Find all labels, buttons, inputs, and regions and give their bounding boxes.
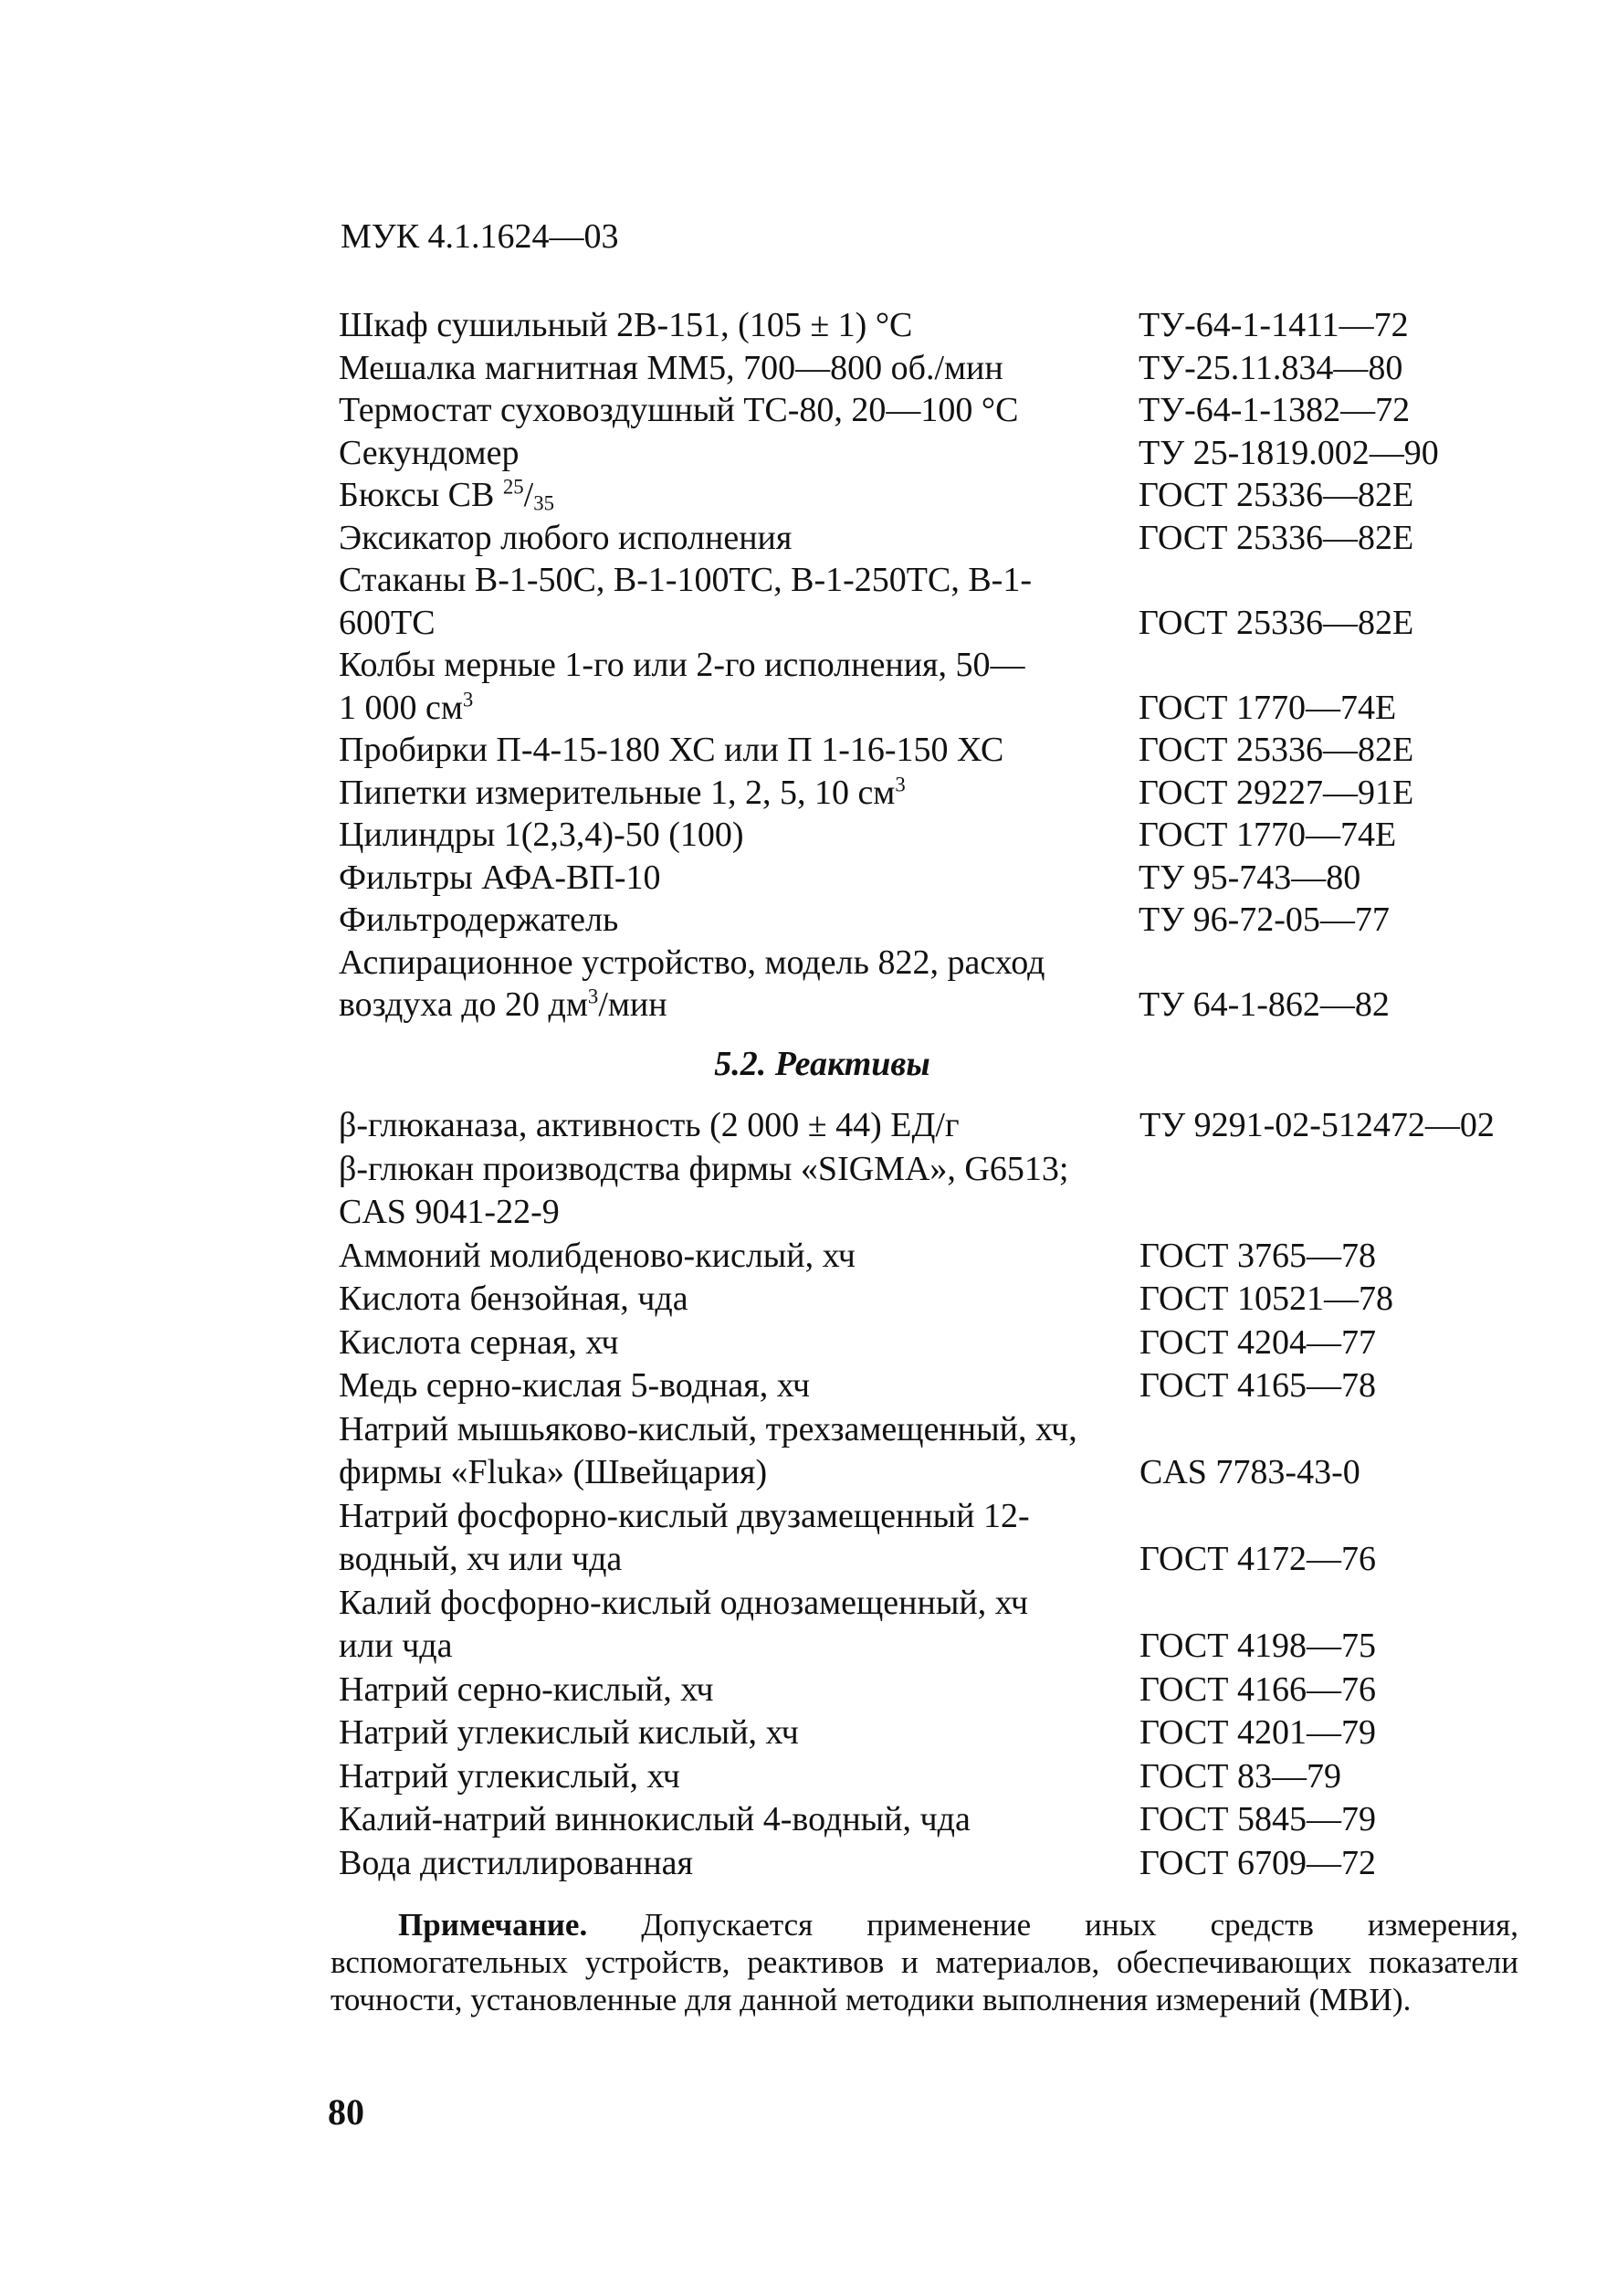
item-name: β-глюкан производства фирмы «SIGMA», G6513; CAS 9041-22-9 [339,1149,1069,1231]
item-standard: ТУ-25.11.834—80 [1139,348,1403,387]
item-name: Бюксы СВ $^{25}/_{35}$ [339,475,554,515]
item-name: Медь серно-кислая 5-водная, хч [339,1366,810,1405]
item-name: Стаканы В-1-50С, В-1-100ТС, В-1-250ТС, В-1- 600ТС [339,561,1032,642]
item-standard: ТУ 95-743—80 [1139,858,1361,897]
item-name: Термостат суховоздушный ТС-80, 20—100 °С [339,391,1019,429]
item-name: Вода дистиллированная [339,1843,694,1882]
list-item [339,942,1562,1027]
item-name: Кислота серная, хч [339,1322,619,1362]
item-standard: ТУ 96-72-05—77 [1139,900,1390,939]
item-name: Цилиндры 1(2,3,4)-50 (100) [339,816,744,854]
item-standard: ГОСТ 4204—77 [1139,1322,1376,1362]
item-standard: ТУ-64-1-1411—72 [1139,306,1409,344]
list-item [339,1711,1562,1755]
item-name: Натрий углекислый кислый, хч [339,1713,799,1752]
item-standard: ТУ-64-1-1382—72 [1139,391,1411,429]
list-item [339,1582,1562,1669]
item-name: Натрий углекислый, хч [339,1756,680,1796]
item-standard: ГОСТ 1770—74Е [1139,816,1397,854]
item-name: Аммоний молибденово-кислый, хч [339,1236,856,1275]
list-item [339,1278,1562,1322]
item-name: β-глюканаза, активность (2 000 ± 44) ЕД/г [339,1106,960,1144]
reagents-list [339,1104,1562,1885]
item-standard: ГОСТ 4198—75 [1139,1627,1376,1665]
item-name: Секундомер [339,433,520,472]
list-item [339,1408,1562,1495]
item-standard: ГОСТ 4201—79 [1139,1713,1376,1752]
list-item [339,1842,1562,1886]
list-item [339,1148,1562,1235]
list-item [339,1235,1562,1279]
item-standard: ГОСТ 1770—74Е [1139,688,1397,727]
item-standard: ГОСТ 4165—78 [1139,1366,1376,1405]
list-item [339,772,1562,815]
list-item [339,432,1562,475]
item-name: Кислота бензойная, чда [339,1280,688,1318]
item-standard: CAS 7783-43-0 [1139,1453,1360,1491]
list-item [339,814,1562,857]
item-standard: ТУ 9291-02-512472—02 [1139,1106,1495,1144]
item-name: Фильтры АФА-ВП-10 [339,858,661,897]
list-item [339,347,1562,390]
list-item [339,729,1562,772]
item-standard: ГОСТ 4172—76 [1139,1540,1376,1578]
list-item [339,474,1562,517]
item-name: Пробирки П-4-15-180 ХС или П 1-16-150 ХС [339,731,1004,769]
list-item [339,517,1562,560]
item-standard: ГОСТ 6709—72 [1139,1843,1376,1882]
item-name: Фильтродержатель [339,900,619,939]
list-item [339,1798,1562,1842]
item-standard: ГОСТ 25336—82Е [1139,518,1414,557]
list-item [339,899,1562,942]
item-name: Натрий фосфорно-кислый двузамещенный 12- водный, хч или чда [339,1496,1030,1578]
list-item [339,1364,1562,1408]
list-item [339,1104,1562,1148]
note-text: Допускается применение иных средств измерения, вспомогательных устройств, реактивов и материалов, обеспечивающих показатели точности, установленные для данной методики выполнения измерений (МВИ). [331,1907,1518,2017]
list-item [339,1755,1562,1799]
item-name: Натрий серно-кислый, хч [339,1669,714,1709]
item-standard: ГОСТ 3765—78 [1139,1236,1376,1275]
item-name: Калий-натрий виннокислый 4-водный, чда [339,1800,971,1838]
list-item [339,1322,1562,1365]
list-item [339,644,1562,729]
item-standard: ГОСТ 4166—76 [1139,1669,1376,1709]
list-item [339,1669,1562,1712]
document-id: МУК 4.1.1624—03 [341,217,619,256]
item-name: Мешалка магнитная ММ5, 700—800 об./мин [339,348,1003,387]
item-standard: ГОСТ 83—79 [1139,1756,1341,1796]
list-item [339,304,1562,347]
item-standard: ТУ 25-1819.002—90 [1139,433,1439,472]
item-standard: ГОСТ 10521—78 [1139,1280,1393,1318]
list-item [339,857,1562,900]
item-name: Колбы мерные 1-го или 2-го исполнения, 50— 1 000 $см^3$ [339,646,1025,727]
equipment-list [339,304,1562,1027]
item-name: Натрий мышьяково-кислый, трехзамещенный, хч, фирмы «Fluka» (Швейцария) [339,1409,1077,1491]
list-item [339,559,1562,644]
item-standard: ГОСТ 29227—91Е [1139,773,1414,812]
item-standard: ГОСТ 25336—82Е [1139,476,1414,514]
item-standard: ГОСТ 25336—82Е [1139,603,1414,642]
item-name: Пипетки измерительные 1, 2, 5, 10 $см^3$ [339,772,906,812]
section-title: 5.2. Реактивы [714,1045,930,1083]
list-item [339,389,1562,432]
list-item [339,1495,1562,1582]
page-number: 80 [328,2091,364,2133]
item-standard: ГОСТ 5845—79 [1139,1800,1376,1838]
item-standard: ТУ 64-1-862—82 [1139,985,1390,1024]
item-name: Шкаф сушильный 2В-151, (105 ± 1) °С [339,306,913,344]
item-standard: ГОСТ 25336—82Е [1139,731,1414,769]
note-paragraph [331,1906,1518,2018]
item-name: Калий фосфорно-кислый однозамещенный, хч или чда [339,1583,1028,1665]
item-name: Эксикатор любого исполнения [339,518,793,557]
item-name: Аспирационное устройство, модель 822, расход воздуха до 20 $дм^3$/мин [339,943,1045,1024]
note-label: Примечание. [398,1907,588,1943]
